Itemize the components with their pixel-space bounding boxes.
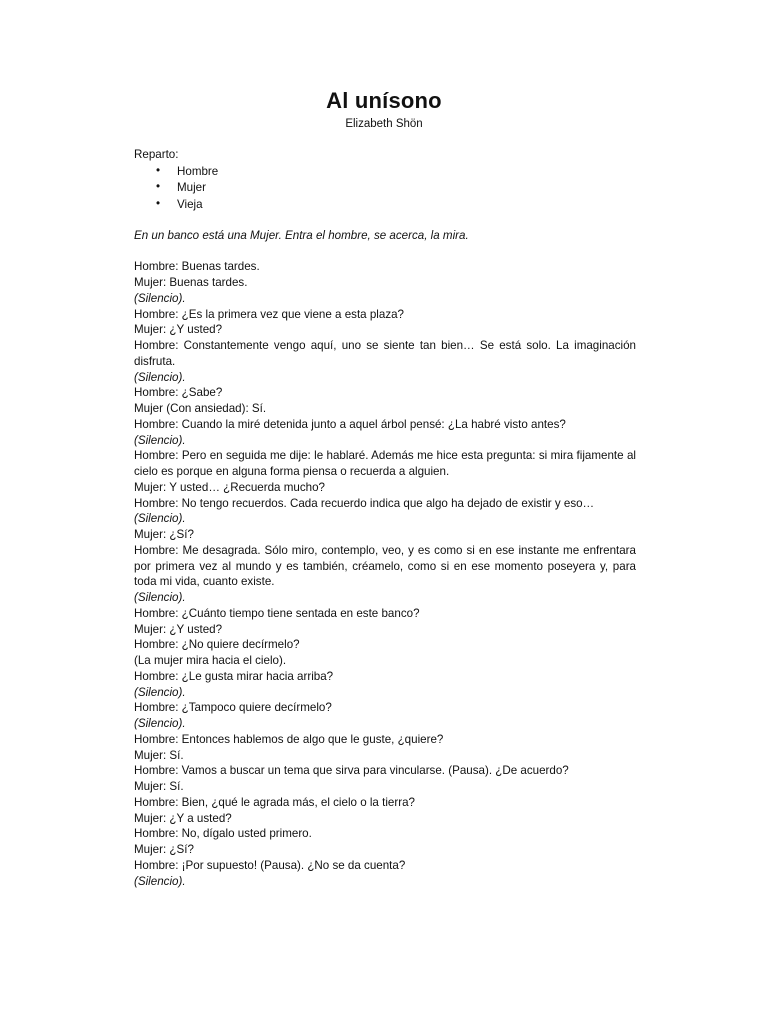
dialogue-line: Hombre: No tengo recuerdos. Cada recuerdo indica que algo ha dejado de existir y eso… [134,496,595,510]
author-name: Elizabeth Shön [345,118,423,130]
dialogue-line: Hombre: No, dígalo usted primero. [134,827,312,841]
cast-list [134,164,636,214]
spacer [134,243,636,259]
bullet-icon: • [156,196,161,210]
dialogue-line: Hombre: ¿Le gusta mirar hacia arriba? [134,669,334,683]
spacer [134,214,636,228]
bullet-icon: • [156,180,161,194]
dialogue-line: Mujer: ¿Sí? [134,528,194,542]
dialogue-line: Hombre: ¿Tampoco quiere decírmelo? [134,701,332,715]
cast-list-item [134,180,636,197]
stage-direction: En un banco está una Mujer. Entra el hombre, se acerca, la mira. [134,228,469,242]
dialogue-line: Mujer (Con ansiedad): Sí. [134,402,267,416]
stage-note: (Silencio). [134,591,186,605]
cast-member: Hombre [177,164,219,178]
play-title: Al unísono [326,88,442,113]
dialogue-line: Hombre: Pero en seguida me dije: le hablaré. Además me hice esta pregunta: si mira fijamente al cielo es porque en alguna forma piensa o recuerda a alguien. [134,449,636,479]
dialogue-line: Hombre: Constantemente vengo aquí, uno se siente tan bien… Se está solo. La imaginación disfruta. [134,339,636,368]
dialogue-line: Hombre: Me desagrada. Sólo miro, contemplo, veo, y es como si en ese instante me enfrentara por primera vez al mundo y es también, créamelo, como si en ese momento poseyera y, para toda mi vida, cuanto existe. [134,543,636,589]
stage-note: (Silencio). [134,370,186,384]
bullet-icon: • [156,163,161,177]
dialogue-line: Hombre: Vamos a buscar un tema que sirva para vincularse. (Pausa). ¿De acuerdo? [134,764,569,778]
dialogue-line: Hombre: ¿No quiere decírmelo? [134,638,300,652]
cast-list-item [134,197,636,214]
cast-member: Vieja [177,197,203,211]
stage-note: (Silencio). [134,717,186,731]
dialogue-line: Hombre: ¿Sabe? [134,386,223,400]
dialogue-line: Mujer: ¿Y usted? [134,323,223,337]
dialogue-line: Mujer: Y usted… ¿Recuerda mucho? [134,480,325,494]
stage-note: (Silencio). [134,291,186,305]
dialogue-line: Mujer: Sí. [134,780,184,794]
dialogue-line: Hombre: ¡Por supuesto! (Pausa). ¿No se da cuenta? [134,858,406,872]
dialogue-line: (La mujer mira hacia el cielo). [134,654,287,668]
dialogue-line: Mujer: ¿Y usted? [134,622,223,636]
dialogue-line: Hombre: Bien, ¿qué le agrada más, el cielo o la tierra? [134,795,415,809]
dialogue-line: Hombre: ¿Cuánto tiempo tiene sentada en este banco? [134,606,420,620]
cast-list-item [134,164,636,181]
cast-member: Mujer [177,181,206,195]
dialogue-line: Hombre: Entonces hablemos de algo que le guste, ¿quiere? [134,732,444,746]
cast-heading: Reparto: [134,148,179,161]
dialogue-line: Hombre: Cuando la miré detenida junto a aquel árbol pensé: ¿La habré visto antes? [134,417,566,431]
dialogue-line: Hombre: ¿Es la primera vez que viene a esta plaza? [134,307,405,321]
stage-note: (Silencio). [134,512,186,526]
stage-note: (Silencio). [134,874,186,888]
dialogue [134,259,636,889]
dialogue-line: Hombre: Buenas tardes. [134,260,260,274]
stage-note: (Silencio). [134,685,186,699]
document-body [134,147,636,889]
dialogue-line: Mujer: ¿Sí? [134,843,194,857]
stage-note: (Silencio). [134,433,186,447]
dialogue-line: Mujer: ¿Y a usted? [134,811,232,825]
dialogue-line: Mujer: Buenas tardes. [134,276,248,290]
dialogue-line: Mujer: Sí. [134,748,184,762]
